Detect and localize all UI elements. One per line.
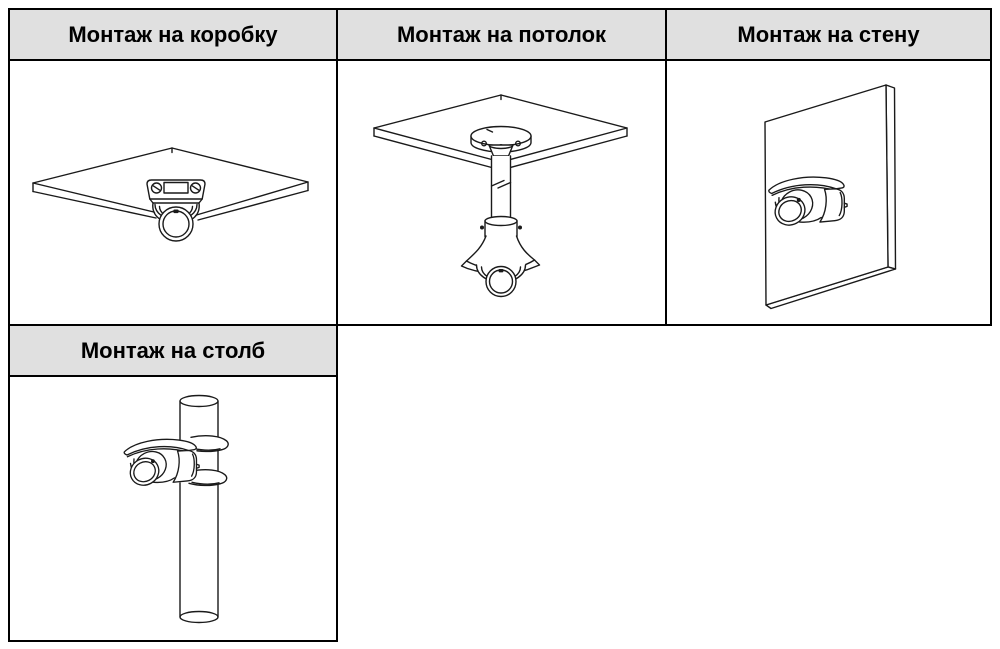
dome-camera-on-wall-drawing bbox=[667, 61, 990, 324]
panel-figure-area bbox=[10, 377, 336, 640]
panel-figure-area bbox=[338, 61, 665, 324]
panel-header bbox=[338, 10, 665, 61]
panel-title: Монтаж на стену bbox=[737, 22, 920, 47]
pendant-pole-drawing bbox=[480, 145, 522, 241]
panel-figure-area bbox=[667, 61, 990, 324]
panel-pole-mount bbox=[8, 324, 338, 642]
panel-box-mount bbox=[8, 8, 338, 326]
panel-title: Монтаж на потолок bbox=[396, 22, 607, 47]
panel-header bbox=[10, 10, 336, 61]
panel-ceiling-mount bbox=[336, 8, 667, 326]
panel-header bbox=[10, 326, 336, 377]
pole-drawing bbox=[180, 396, 218, 623]
panel-wall-mount bbox=[665, 8, 992, 326]
panel-title: Монтаж на столб bbox=[80, 338, 266, 363]
dome-camera-strapped-to-pole-drawing bbox=[10, 377, 336, 640]
dome-camera-drawing bbox=[147, 180, 205, 242]
dome-camera-drawing bbox=[477, 249, 526, 297]
panel-header bbox=[667, 10, 990, 61]
panel-figure-area bbox=[10, 61, 336, 324]
dome-camera-under-junction-box-drawing bbox=[10, 61, 336, 324]
panel-title: Монтаж на коробку bbox=[68, 22, 278, 47]
dome-camera-ceiling-pendant-drawing bbox=[338, 61, 665, 324]
